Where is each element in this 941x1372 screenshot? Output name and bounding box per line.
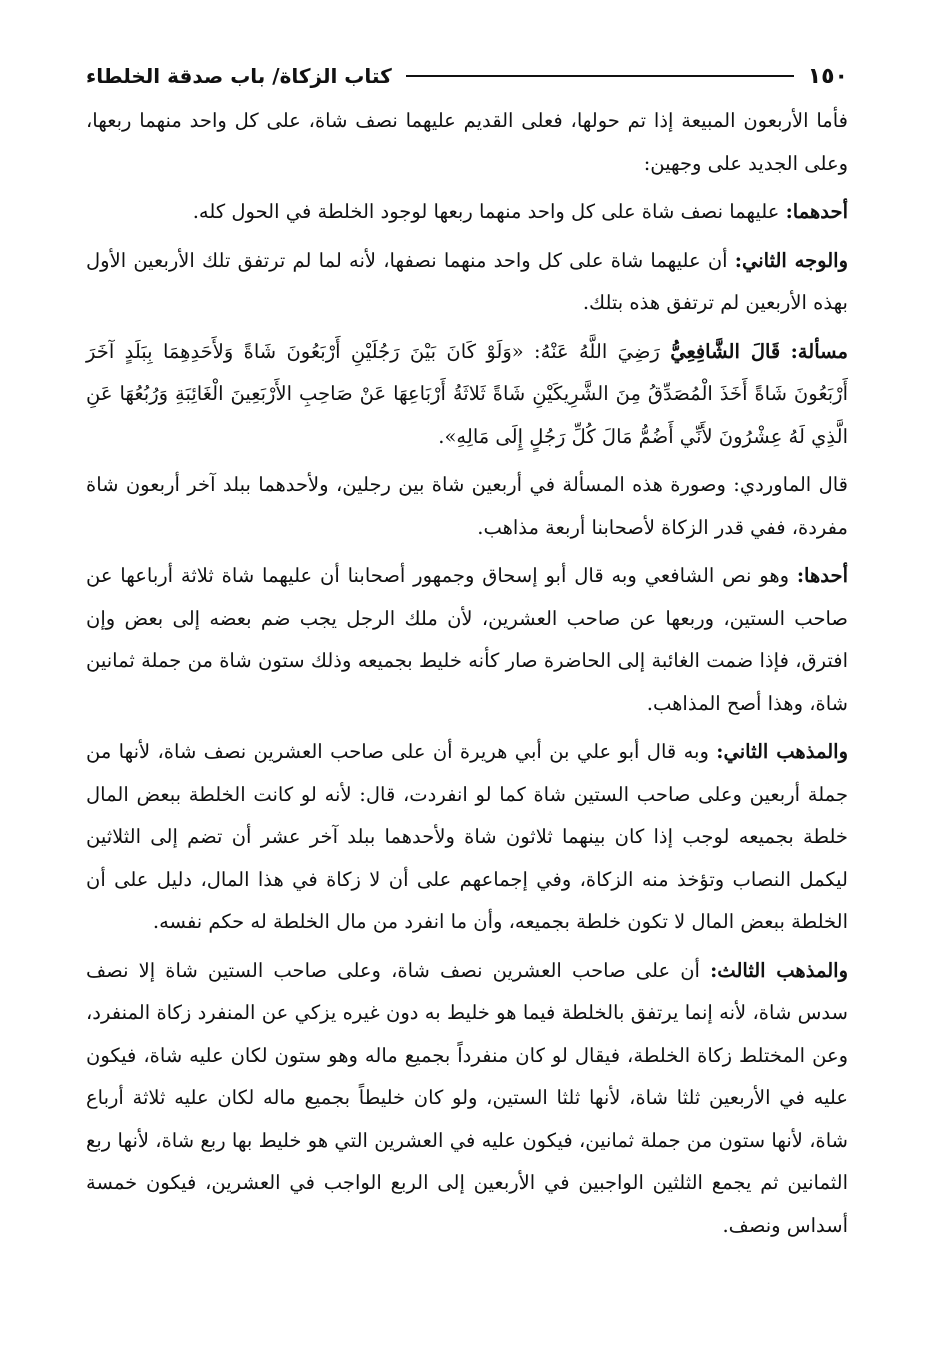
paragraph-lead: أحدها: [796,564,848,587]
paragraph-5 [86,464,848,549]
paragraph-text: عليهما نصف شاة على كل واحد منهما ربعها لوجود الخلطة في الحول كله. [192,200,786,223]
paragraph-lead: والوجه الثاني: [734,248,848,272]
paragraph-text: وهو نص الشافعي وبه قال أبو إسحاق وجمهور أصحابنا أن عليهما شاة ثلاثة أرباعها عن صاحب الستين، وربعها عن صاحب العشرين، لأن ملك الرجل يجب ضم بعضه إلى بعض وإن افترق، فإذا ضمت الغائبة إلى الحاضرة صار كأنه خليط بجميعه وذلك ستون شاة من جملة ثمانين شاة، وهذا أصح المذاهب. [86,564,848,715]
paragraph-lead: والمذهب الثاني: [716,740,848,763]
paragraph-2 [86,191,848,234]
paragraph-text: فأما الأربعون المبيعة إذا تم حولها، فعلى القديم عليهما نصف شاة، على كل واحد منهما ربعها، وعلى الجديد على وجهين: [86,109,848,175]
paragraph-6 [86,555,848,725]
body-text [86,100,848,1247]
quoted-author: قَالَ الشَّافِعِيُّ [670,339,781,363]
paragraph-lead: مسألة: [790,339,848,363]
running-title: كتاب الزكاة/ باب صدقة الخلطاء [86,64,392,88]
running-header [86,56,848,96]
paragraph-text: قال الماوردي: وصورة هذه المسألة في أربعين شاة بين رجلين، ولأحدهما ببلد آخر أربعون شاة مفردة، ففي قدر الزكاة لأصحابنا أربعة مذاهب. [86,473,848,539]
paragraph-text: أن عليهما شاة على كل واحد منهما نصفها، لأنه لما لم ترتفق تلك الأربعين الأول بهذه الأربعين لم ترتفق هذه بتلك. [86,248,848,314]
paragraph-3 [86,240,848,325]
paragraph-text: وبه قال أبو علي بن أبي هريرة أن على صاحب العشرين نصف شاة، لأنها من جملة أربعين وعلى صاحب الستين شاة كما لو انفردت، قال: لأنه لو كانت الخلطة ببعض المال خلطة بجميعه لوجب إذا كان بينهما ثلاثون شاة ولأحدهما ببلد آخر عشر أن تضم إلى الثلاثين ليكمل النصاب وتؤخذ منه الزكاة، وفي إجماعهم على أن لا زكاة في هذا المال، دليل على أن الخلطة ببعض المال لا تكون خلطة بجميعه، وأن ما انفرد من مال الخلطة له حكم نفسه. [86,740,848,933]
paragraph-lead: أحدهما: [785,200,848,223]
header-rule [406,75,794,77]
paragraph-4 [86,331,848,459]
paragraph-1 [86,100,848,185]
paragraph-8 [86,950,848,1248]
page-number: ١٥٠ [807,63,848,89]
paragraph-text: أن على صاحب العشرين نصف شاة، وعلى صاحب الستين شاة إلا نصف سدس شاة، لأنه إنما يرتفق بالخلطة فيما هو خليط به دون غيره يزكي عن المنفرد زكاة المنفرد، وعن المختلط زكاة الخلطة، فيقال لو كان منفرداً بجميع ماله وهو ستون لكان عليه شاة، فيكون عليه في الأربعين ثلثا شاة، لأنها ثلثا الستين، ولو كان خليطاً بجميع ماله لكان عليه ثلاثة أرباع شاة، لأنها ستون من جملة ثمانين، فيكون عليه في العشرين التي هو خليط بها ربع شاة، لأنها ربع الثمانين ثم يجمع الثلثين الواجبين في الأربعين إلى الربع الواجب في العشرين، فيكون خمسة أسداس ونصف. [86,958,848,1237]
paragraph-lead: والمذهب الثالث: [710,958,848,982]
book-page [86,56,848,1346]
paragraph-7 [86,731,848,944]
paragraph-text: رَضِيَ اللَّهُ عَنْهُ: «وَلَوْ كَانَ بَيْنَ رَجُلَيْنِ أَرْبَعُونَ شَاةً وَلأَحَدِهِمَا بِبَلَدٍ آخَرَ أَرْبَعُونَ شَاةً أَخَذَ الْمُصَدِّقُ مِنَ الشَّرِيكَيْنِ شَاةً ثَلاثَةُ أَرْبَاعِهَا عَنْ صَاحِبِ الأَرْبَعِينَ الْغَائِبَةِ وَرُبُعُهَا عَنِ الَّذِي لَهُ عِشْرُونَ لأَنِّي أَضُمُّ مَالَ كُلِّ رَجُلٍ إِلَى مَالِهِ». [86,339,848,448]
